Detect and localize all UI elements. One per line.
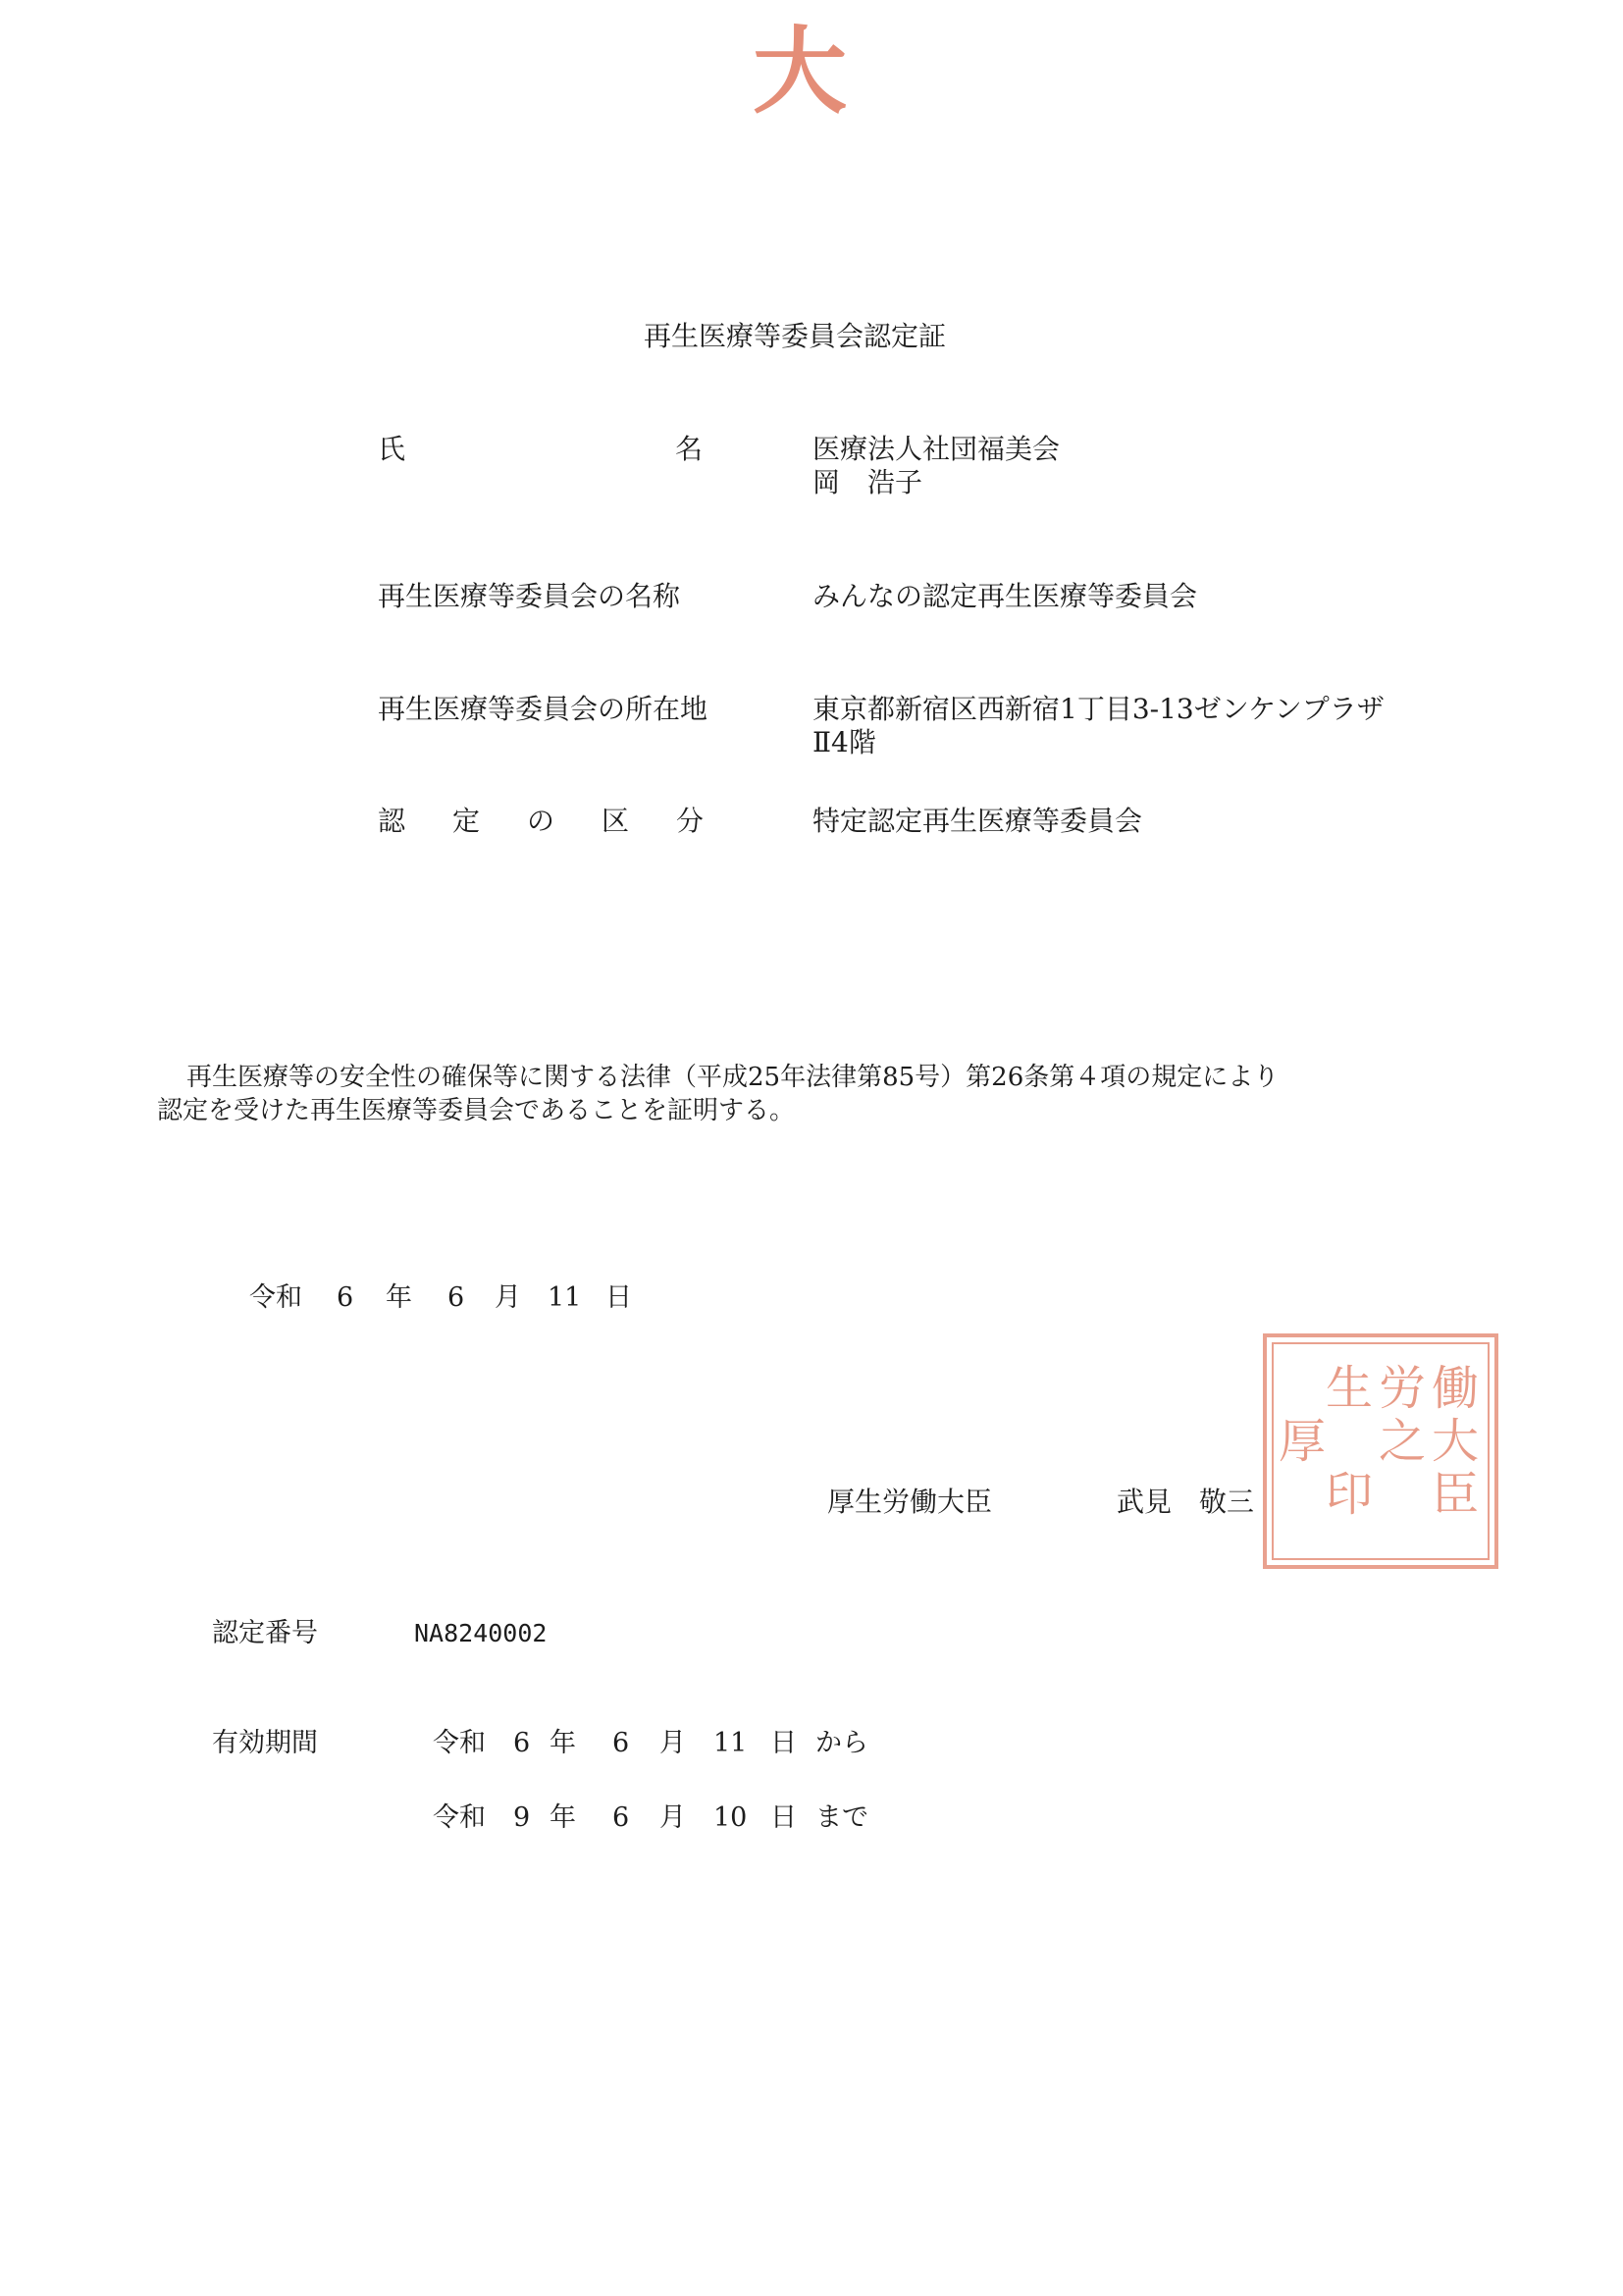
- category-value: 特定認定再生医療等委員会: [812, 805, 1143, 837]
- to-month-unit: 月: [659, 1802, 686, 1833]
- to-suffix: まで: [815, 1802, 868, 1833]
- from-month-unit: 月: [659, 1728, 686, 1758]
- red-stamp-top: [741, 14, 859, 122]
- committee-name-label: 再生医療等委員会の名称: [378, 580, 681, 612]
- category-label-char-2: 定: [452, 805, 481, 837]
- name-value-person: 岡 浩子: [812, 466, 923, 498]
- seal-char-3: 臣: [1431, 1467, 1480, 1522]
- to-day-unit: 日: [770, 1802, 797, 1833]
- cert-number-label: 認定番号: [212, 1618, 318, 1648]
- issue-era: 令和: [249, 1282, 302, 1313]
- statement-line-2: 認定を受けた再生医療等委員会であることを証明する。: [157, 1096, 796, 1125]
- cert-number-value: NA8240002: [414, 1619, 548, 1647]
- minister-title: 厚生労働大臣: [827, 1486, 993, 1518]
- address-value-line1: 東京都新宿区西新宿1丁目3-13ゼンケンプラザ: [812, 693, 1385, 725]
- category-label-char-4: 区: [602, 805, 630, 837]
- statement-line-1: 再生医療等の安全性の確保等に関する法律（平成25年法律第85号）第26条第４項の規定により: [186, 1063, 1280, 1092]
- from-day-unit: 日: [770, 1728, 797, 1758]
- address-value-line2: Ⅱ4階: [812, 726, 876, 758]
- seal-char-4: 労: [1378, 1361, 1427, 1416]
- from-day: 11: [713, 1728, 748, 1758]
- issue-year-unit: 年: [386, 1282, 412, 1313]
- stamp-glyph: 大: [753, 17, 847, 122]
- issue-year: 6: [337, 1282, 354, 1313]
- from-year: 6: [513, 1728, 531, 1758]
- page-title: 再生医療等委員会認定証: [644, 320, 947, 352]
- seal-char-6: 生: [1325, 1361, 1374, 1416]
- from-month: 6: [612, 1728, 630, 1758]
- to-month: 6: [612, 1802, 630, 1833]
- category-label-char-5: 分: [676, 805, 705, 837]
- from-era: 令和: [433, 1728, 486, 1758]
- issue-month: 6: [447, 1282, 465, 1313]
- to-era: 令和: [433, 1802, 486, 1833]
- to-day: 10: [713, 1802, 748, 1833]
- seal-char-5: 之: [1378, 1414, 1427, 1469]
- to-year-unit: 年: [550, 1802, 576, 1833]
- committee-name-value: みんなの認定再生医療等委員会: [812, 580, 1198, 612]
- official-seal-icon: [1259, 1330, 1502, 1573]
- address-label: 再生医療等委員会の所在地: [378, 693, 708, 725]
- issue-day: 11: [548, 1282, 582, 1313]
- name-value-org: 医療法人社団福美会: [812, 433, 1061, 465]
- from-suffix: から: [815, 1728, 868, 1758]
- name-label-char-2: 名: [675, 433, 704, 465]
- validity-label: 有効期間: [212, 1728, 318, 1758]
- issue-month-unit: 月: [495, 1282, 521, 1313]
- seal-char-8: 厚: [1278, 1414, 1327, 1469]
- category-label-char-1: 認: [378, 805, 406, 837]
- seal-char-7: 印: [1325, 1467, 1374, 1522]
- from-year-unit: 年: [550, 1728, 576, 1758]
- name-label-char-1: 氏: [378, 433, 406, 465]
- seal-char-2: 大: [1431, 1414, 1480, 1469]
- category-label-char-3: の: [527, 805, 555, 837]
- to-year: 9: [513, 1802, 531, 1833]
- minister-name: 武見 敬三: [1117, 1486, 1255, 1518]
- issue-day-unit: 日: [605, 1282, 632, 1313]
- seal-char-1: 働: [1431, 1361, 1480, 1416]
